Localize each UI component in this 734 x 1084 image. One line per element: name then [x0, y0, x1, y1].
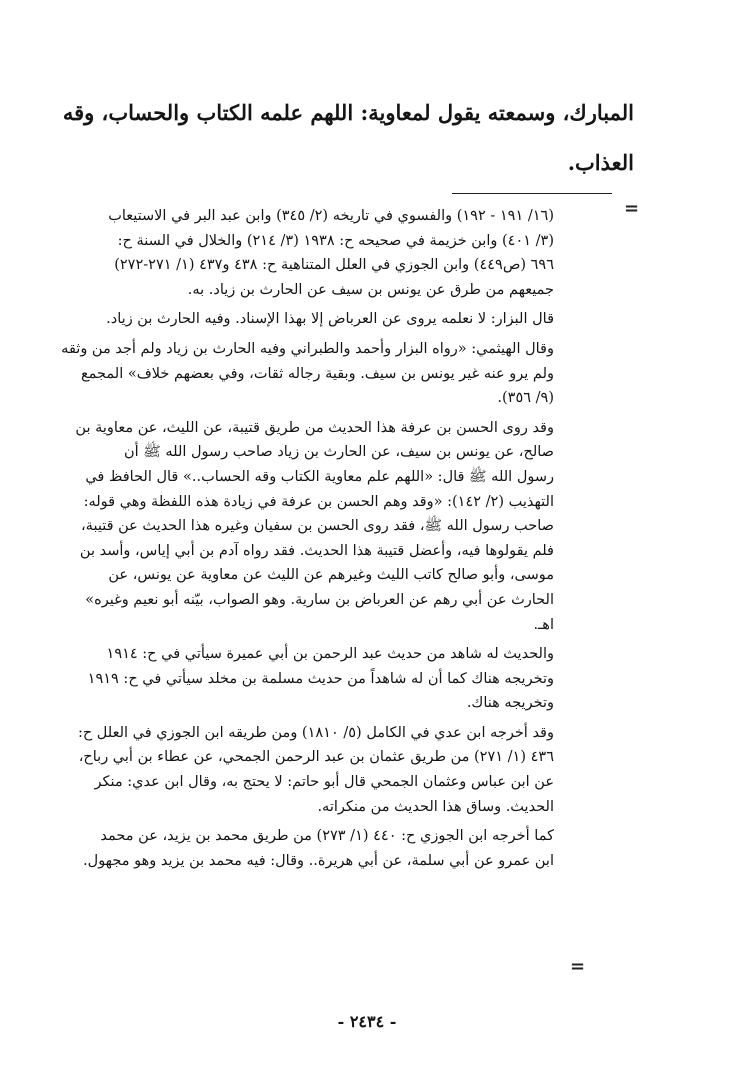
footnote-line: ولم يرو عنه غير يونس بن سيف. وبقية رجاله ثقات، وفي بعضهم خلاف» المجمع: [80, 365, 554, 382]
main-line-2: العذاب.: [567, 150, 634, 175]
footnote-line: وتخريجه هناك.: [466, 695, 554, 712]
footnote-line: صاحب رسول الله ﷺ، فقد روى الحسن بن سفيان وغيره هذا الحديث عن قتيبة،: [81, 518, 554, 535]
footnote-line: رسول الله ﷺ قال: «اللهم علم معاوية الكتاب وقه الحساب..» قال الحافظ في: [85, 468, 554, 485]
footnote-line: ابن عمرو عن أبي سلمة، عن أبي هريرة.. وقال: فيه محمد بن يزيد وهو مجهول.: [83, 852, 554, 869]
footnote-line: الحديث. وساق هذا الحديث من منكراته.: [317, 798, 554, 815]
footnote-paragraph-7: [40, 824, 554, 873]
footnote-line: (٩/ ٣٥٦).: [497, 390, 554, 407]
footnote-paragraph-4: [40, 416, 554, 637]
footnote-line: صالح، عن يونس بن سيف، عن الحارث بن زياد صاحب رسول الله ﷺ أن: [123, 444, 554, 461]
footnote-line: فلم يقولوها فيه، وأعضل قتيبة هذا الحديث. فقد رواه آدم بن أبي إياس، وأسد بن: [79, 542, 554, 559]
footnote-line: والحديث له شاهد من حديث عبد الرحمن بن أبي عميرة سيأتي في ح: ١٩١٤: [106, 646, 554, 663]
footnote-paragraph-3: [40, 337, 554, 411]
continuation-mark-bottom: =: [570, 956, 586, 977]
footnote-line: (٣/ ٤٠١) وابن خزيمة في صحيحه ح: ١٩٣٨ (٣/ ٢١٤) والخلال في السنة ح:: [117, 232, 554, 249]
footnote-line: اهـ.: [533, 616, 554, 633]
footnote-line: وقال الهيثمي: «رواه البزار وأحمد والطبراني وفيه الحارث بن زياد ولم أجد من وثقه: [61, 340, 554, 357]
footnote-paragraph-2: [40, 307, 554, 332]
footnote-paragraph-5: [40, 642, 554, 716]
footnote-line: وقد أخرجه ابن عدي في الكامل (٥/ ١٨١٠) ومن طريقه ابن الجوزي في العلل ح:: [77, 724, 554, 741]
footnote-line: (١٦/ ١٩١ - ١٩٢) والفسوي في تاريخه (٢/ ٣٤٥) وابن عبد البر في الاستيعاب: [108, 208, 554, 224]
footnote-paragraph-6: [40, 721, 554, 819]
main-line-1: المبارك، وسمعته يقول لمعاوية: اللهم علمه الكتاب والحساب، وقه: [62, 100, 634, 125]
continuation-mark-top: =: [624, 198, 640, 219]
page-number: - ٢٤٣٤ -: [337, 1012, 397, 1031]
footnote-paragraph-1: [40, 204, 554, 302]
footnote-line: ٦٩٦ (ص٤٤٩) وابن الجوزي في العلل المتناهية ح: ٤٣٨ و٤٣٧ (١/ ٢٧١-٢٧٢): [114, 257, 554, 274]
footnote-separator: [452, 193, 612, 194]
footnote-line: كما أخرجه ابن الجوزي ح: ٤٤٠ (١/ ٢٧٣) من طريق محمد بن يزيد، عن محمد: [100, 828, 554, 845]
footnote-line: الحارث عن أبي رهم عن العرباض بن سارية. وهو الصواب، بيّنه أبو نعيم وغيره»: [85, 591, 554, 608]
footnote-line: موسى، وأبو صالح كاتب الليث وغيرهم عن الليث عن معاوية عن يونس، عن: [108, 567, 554, 584]
footnote-line: قال البزار: لا نعلمه يروى عن العرباض إلا بهذا الإسناد. وفيه الحارث بن زياد.: [106, 311, 554, 328]
footnote-line: جميعهم من طرق عن يونس بن سيف عن الحارث بن زياد. به.: [187, 281, 554, 298]
main-text: [60, 88, 634, 188]
footnote-line: وتخريجه هناك كما أن له شاهداً من حديث مسلمة بن مخلد سيأتي في ح: ١٩١٩: [87, 670, 554, 687]
footnote-line: وقد روى الحسن بن عرفة هذا الحديث من طريق قتيبة، عن الليث، عن معاوية بن: [75, 419, 554, 436]
footnote-line: عن ابن عباس وعثمان الجمحي قال أبو حاتم: لا يحتج به، وقال ابن عدي: منكر: [94, 774, 554, 791]
footnote-line: ٤٣٦ (١/ ٢٧١) من طريق عثمان بن عبد الرحمن الجمحي، عن عطاء بن أبي رباح،: [78, 749, 554, 766]
footnote-line: التهذيب (٢/ ١٤٢): «وقد وهم الحسن بن عرفة في زيادة هذه اللفظة وهي قوله:: [83, 493, 554, 510]
footnotes: [40, 204, 554, 878]
